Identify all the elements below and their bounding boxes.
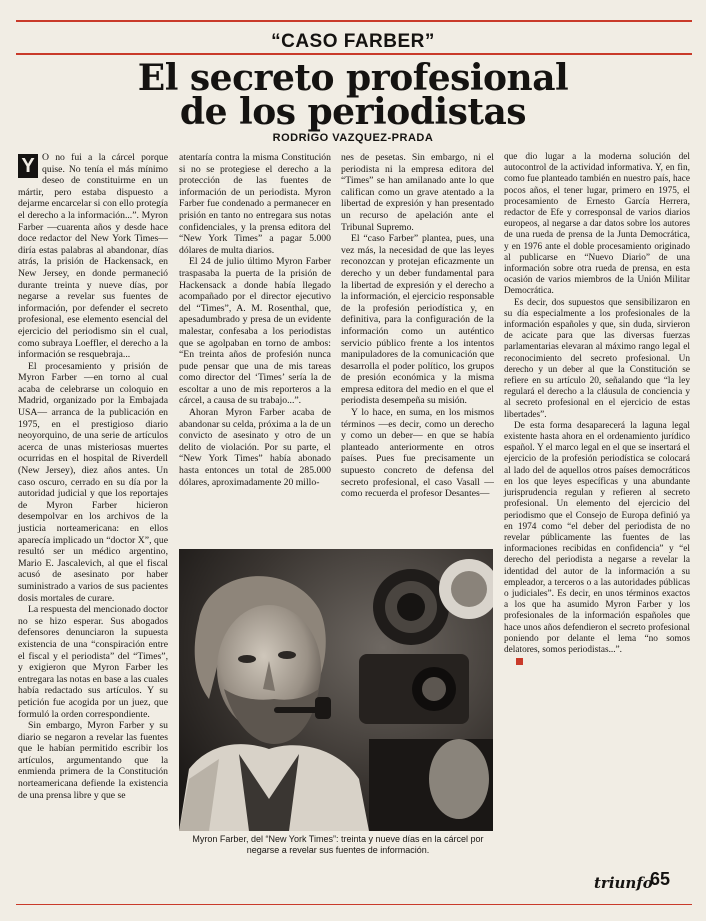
column-2 [179, 152, 331, 488]
magazine-brand: triunfo [594, 874, 653, 892]
paragraph: atentaría contra la misma Constitución si no se protegiese el derecho a la protección de las fuentes de información de un periodista. Myron Farber fue condenado a permanecer en prisión en tanto no entregara sus notas confidenciales, y la prensa editora del “New York Times” a pagar 5.000 dólares de multa diarios. [179, 152, 331, 256]
kicker-rule [16, 53, 692, 55]
paragraph: Y O no fui a la cárcel porque quise. No tenía el más mínimo deseo de constituirme en un mártir, pero estaba dispuesto a dejarme encarcelar si con ello protegía el derecho a la información...”. Myron Farber —cuarenta años y desde hace doce redactor del New York Times— diría estas palabras al abandonar, días atrás, la prisión de Hackensack, en New Jersey, en donde permaneció durante treinta y nueve días, por negarse a revelar sus fuentes de información, por defender el secreto profesional, ese elemento esencial del ejercicio del periodismo sin el cual, como subraya Loeffler, el derecho a la información se resquebraja... [18, 152, 168, 361]
paragraph: El 24 de julio último Myron Farber traspasaba la puerta de la prisión de Hackensack a donde había llegado acompañado por el director ejecutivo del “Times”, A. M. Rosenthal, que, apesadumbrado y presa de un evidente malestar, confesaba a los periodistas que se agolpaban en torno de ambos: “En treinta años de profesión nunca pude pensar que una de mis tareas como director del ‘Times’ sería la de escoltar a uno de mis reporteros a la cárcel, a causa de su trabajo...”. [179, 256, 331, 407]
photo-caption: Myron Farber, del “New York Times”: treinta y nueve días en la cárcel por negarse a revelar sus fuentes de información. [192, 834, 484, 855]
paragraph: El procesamiento y prisión de Myron Farber —en torno al cual acaba de celebrarse un coloquio en Madrid, organizado por la Embajada USA— arranca de la publicación en 1975, en el prestigioso diario neoyorquino, de una serie de artículos acerca de unas misteriosas muertes ocurridas en el hospital de Riverdell (New Jersey), diez años antes. Un caso oscuro, cerrado en su día por la autoridad judicial y que los reportajes de Myron Farber hicieron desempolvar en los archivos de la justicia norteamericana: en ellos aparecía implicado un “doctor X”, que resultó ser un médico argentino, Mario E. Jascalevich, al que el fiscal acusó de asesinato por haber suministrado a varios de sus pacientes dosis mortales de curare. [18, 360, 168, 604]
page-number: 65 [650, 869, 671, 889]
photo-illustration [179, 549, 493, 831]
footer-rule [16, 904, 692, 905]
paragraph: Y lo hace, en suma, en los mismos términos —es decir, como un derecho y como un deber— en que se había planteado anteriormente en otros países. Pues fue precisamente un supuesto concreto de defensa del secreto profesional, el caso Vasall —como recuerda el profesor Desantes— [341, 407, 494, 500]
headline-line-1: El secreto profesional [137, 57, 569, 99]
byline: RODRIGO VAZQUEZ-PRADA [272, 132, 434, 144]
column-4 [504, 152, 690, 667]
headline-line-2: de los periodistas [179, 91, 527, 133]
paragraph: que dio lugar a la moderna solución del autocontrol de la actividad informativa. Y, en fin, como fue planteado también en nuestro país, hace pocos años, el tener lugar, primero en 1975, el procesamiento de Ernesto García Herrera, redactor de Efe y corresponsal de varios diarios europeos, al negarse a dar datos sobre los autores de una rueda de prensa de la Junta Democrática, y en 1976 ante el doble procesamiento originado al publicarse en “Nuevo Diario” de una información sobre otra rueda de prensa, en esta ocasión de varios miembros de la Unión Militar Democrática. [504, 152, 690, 297]
paragraph: El “caso Farber” plantea, pues, una vez más, la necesidad de que las leyes reconozcan y protejan eficazmente un derecho y un deber fundamental para la libertad de expresión y el derecho a la información, el ejercicio responsable de la profesión periodística y, en definitiva, para la configuración de la información como un auténtico servicio público frente a los intentos manipuladores de la comunicación que desarrolla el poder político, los grupos de presión económica y la misma empresa editora del medio en el que el periodista desempeña su misión. [341, 233, 494, 407]
drop-cap: Y [18, 154, 38, 178]
kicker: “CASO FARBER” [271, 31, 435, 52]
end-mark [516, 658, 523, 665]
top-rule [16, 20, 692, 22]
column-3 [341, 152, 494, 500]
paragraph [504, 656, 690, 667]
paragraph: De esta forma desaparecerá la laguna legal existente hasta ahora en el ordenamiento jurídico español. Y el marco legal en el que se insertará el ejercicio de la profesión periodística se colocará al lado del de aquellos otros países democráticos en los que leyes específicas y una abundante jurisprudencia regulan y refieren al secreto profesional. Un elemento del ejercicio del periodismo que el Consejo de Europa definió ya en 1974 como “el deber del periodista de no revelar públicamente las fuentes de las informaciones recibidas en confidencia” y “el derecho del periodista a negarse a revelar la identidad del autor de la información a su empleador, a terceros o a las autoridades públicas o judiciales”. Es decir, en unos términos exactos a los que ha asumido Myron Farber y los profesionales de la información españoles que hace unos años defendieron el secreto profesional poniendo por delante el lema “no somos delatores, somos periodistas...”. [504, 420, 690, 655]
paragraph: Es decir, dos supuestos que sensibilizaron en su día especialmente a los profesionales de la información españoles y que, sin duda, sirvieron de acicate para que las diversas fuerzas parlamentarias elevaran al máximo rango legal el reconocimiento del secreto profesional. Un derecho y un deber al que la Constitución se refiere en su artículo 20, señalando que “la ley regulará el derecho a la cláusula de conciencia y al secreto profesional en el ejercicio de estas libertades”. [504, 297, 690, 420]
paragraph: nes de pesetas. Sin embargo, ni el periodista ni la empresa editora del “Times” se han amilanado ante lo que califican como un grave atentado a la libertad de expresión y han presentado un recurso de apelación ante el Tribunal Supremo. [341, 152, 494, 233]
photo-myron-farber [179, 549, 493, 831]
paragraph: Sin embargo, Myron Farber y su diario se negaron a revelar las fuentes que le habían permitido escribir los artículos, argumentando que la enmienda primera de la Constitución norteamericana defiende la existencia de una prensa libre y que se [18, 720, 168, 801]
paragraph: Ahoran Myron Farber acaba de abandonar su celda, próxima a la de un convicto de asesinato y otro de un delito de violación. Por su parte, el “New York Times” había abonado hasta entonces un total de 285.000 dólares, aproximadamente 20 millo- [179, 407, 331, 488]
column-1 [18, 152, 168, 801]
paragraph: La respuesta del mencionado doctor no se hizo esperar. Sus abogados defensores denunciaron la supuesta existencia de una “conspiración entre el fiscal y el periodista” del “Times”, y exigieron que Myron Farber les entregara las notas en base a las cuales había redactado sus artículos. Y su petición fue acogida por un juez, que formuló la orden correspondiente. [18, 604, 168, 720]
